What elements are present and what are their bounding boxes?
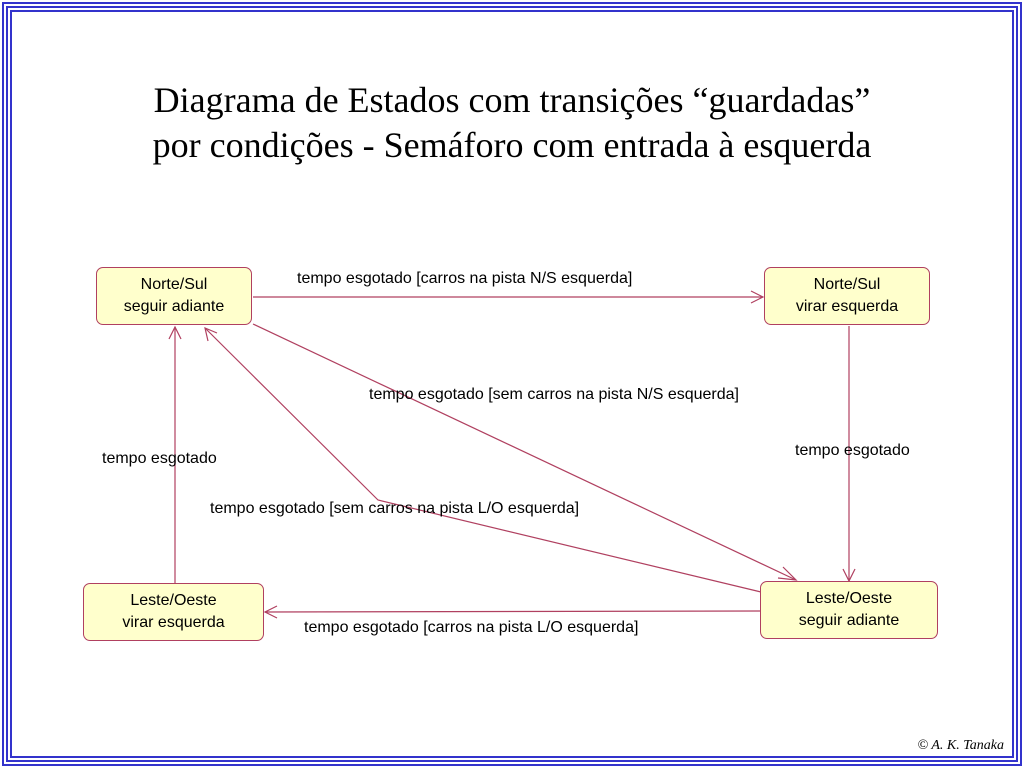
state-norte-sul-virar-esquerda [764, 267, 930, 325]
state-label-line-1: Norte/Sul [813, 276, 881, 293]
state-leste-oeste-seguir-adiante [760, 581, 938, 639]
transition-label-ns-straight-to-ns-left: tempo esgotado [carros na pista N/S esquerda] [297, 270, 633, 287]
state-leste-oeste-virar-esquerda [83, 583, 264, 641]
state-label-line-2: seguir adiante [798, 612, 900, 629]
arrowhead-lo-straight-from-ns [778, 567, 796, 580]
state-label-line-2: seguir adiante [123, 298, 225, 315]
state-label-line-1: Leste/Oeste [805, 590, 893, 607]
edge-lo-straight-to-lo-left [265, 611, 760, 612]
state-label-line-2: virar esquerda [795, 298, 899, 315]
edge-ns-straight-to-lo-straight [253, 324, 796, 580]
state-norte-sul-seguir-adiante [96, 267, 252, 325]
state-label-line-1: Leste/Oeste [130, 592, 217, 609]
transition-label-lo-straight-to-lo-left: tempo esgotado [carros na pista L/O esquerda] [304, 619, 639, 636]
state-label-line-2: virar esquerda [122, 614, 225, 631]
title-line-1: Diagrama de Estados com transições “guardadas” [153, 80, 871, 120]
transition-label-ns-straight-to-lo-straight: tempo esgotado [sem carros na pista N/S esquerda] [369, 386, 739, 403]
transition-label-ns-left-to-lo-straight: tempo esgotado [795, 442, 910, 459]
edge-lo-straight-to-ns-straight [205, 328, 761, 592]
state-label-line-1: Norte/Sul [140, 276, 208, 293]
title-line-2: por condições - Semáforo com entrada à esquerda [152, 125, 872, 165]
transition-label-lo-straight-to-ns-straight: tempo esgotado [sem carros na pista L/O esquerda] [210, 500, 580, 517]
transition-label-lo-left-to-ns-straight: tempo esgotado [102, 450, 217, 467]
copyright-notice: © A. K. Tanaka [917, 738, 1004, 753]
